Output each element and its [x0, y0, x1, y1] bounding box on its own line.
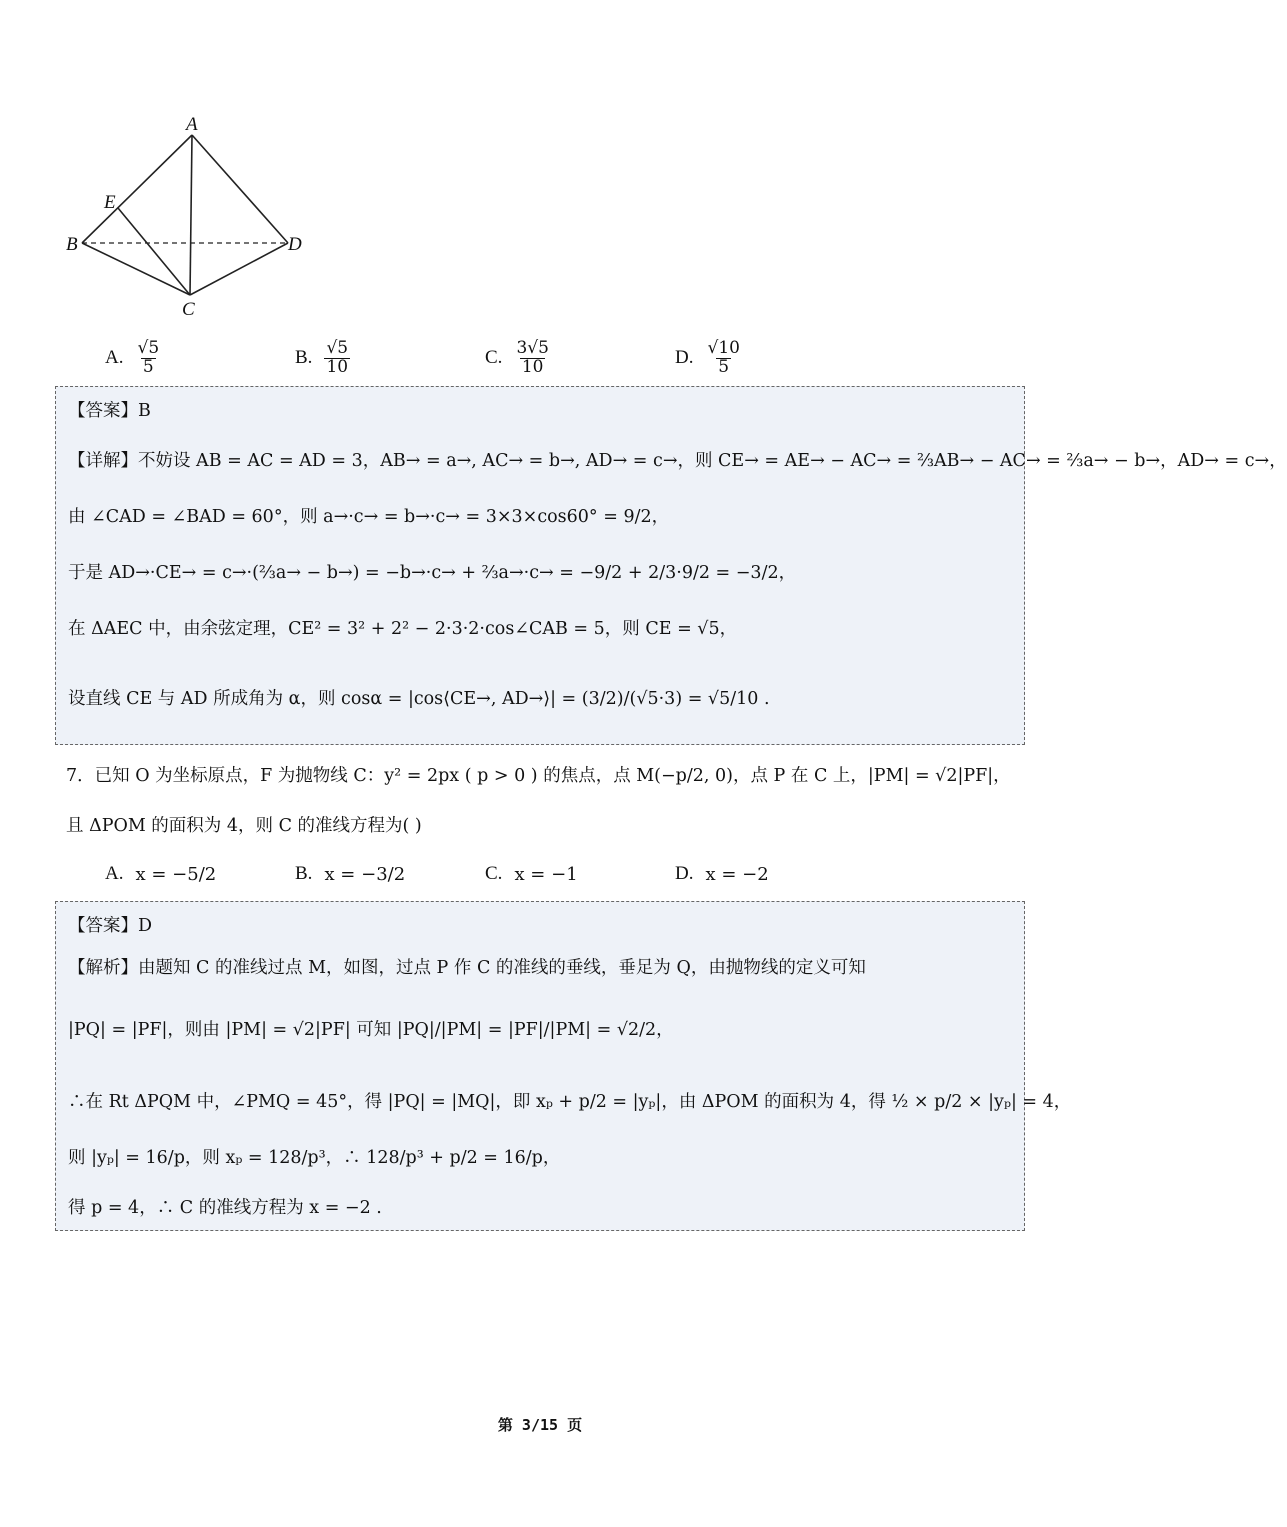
q7-options [105, 852, 1005, 896]
q6-solution-line-5: 设直线 CE 与 AD 所成角为 α，则 cosα = |cos⟨CE→, AD→⟩| = (3/2)/(√5·3) = √5/10 . [68, 689, 770, 709]
label-e: E [104, 192, 116, 213]
q7-option-d-text: x = −2 [705, 863, 769, 885]
q6-option-d-fraction [705, 337, 741, 377]
page-number: 第 3/15 页 [497, 1416, 583, 1434]
q6-solution-box [55, 386, 1287, 745]
q7-option-b-text: x = −3/2 [324, 863, 406, 885]
q7-stem-line-2: 且 ΔPOM 的面积为 4，则 C 的准线方程为( ) [66, 816, 422, 836]
q6-options [105, 336, 1005, 380]
q7-solution-line-3: ∴在 Rt ΔPQM 中，∠PMQ = 45°，得 |PQ| = |MQ|，即 xₚ + p/2 = |yₚ|，由 ΔPOM 的面积为 4，得 ½ × p/2 × |yₚ| = 4， [68, 1092, 1072, 1112]
fraction-denominator: 10 [521, 356, 544, 377]
q6-solution-line-2: 由 ∠CAD = ∠BAD = 60°，则 a→·c→ = b→·c→ = 3×3×cos60° = 9/2， [68, 507, 670, 527]
q7-solution-line-2: |PQ| = |PF|，则由 |PM| = √2|PF| 可知 |PQ|/|PM| = |PF|/|PM| = √2/2， [68, 1020, 674, 1040]
q7-option-c-text: x = −1 [514, 863, 578, 885]
q6-solution-line-4: 在 ΔAEC 中，由余弦定理，CE² = 3² + 2² − 2·3·2·cos∠CAB = 5，则 CE = √5， [68, 619, 738, 639]
q7-option-a-text: x = −5/2 [135, 863, 217, 885]
q7-solution-line-4: 则 |yₚ| = 16/p，则 xₚ = 128/p³，∴ 128/p³ + p/2 = 16/p， [68, 1148, 561, 1168]
label-c: C [182, 299, 195, 320]
q7-solution-line-1: 【解析】由题知 C 的准线过点 M，如图，过点 P 作 C 的准线的垂线，垂足为 Q，由抛物线的定义可知 [68, 958, 866, 978]
option-letter: C. [485, 347, 503, 368]
fraction-numerator: √5 [326, 337, 349, 358]
fraction-numerator: 3√5 [516, 337, 549, 358]
q7-solution-box [55, 901, 1072, 1231]
q6-option-d [675, 336, 742, 380]
fraction-numerator: √5 [137, 337, 160, 358]
fraction-numerator: √10 [707, 337, 740, 358]
label-b: B [66, 234, 78, 255]
option-letter: B. [295, 347, 313, 368]
fraction-denominator: 10 [326, 356, 349, 377]
q7-option-d [675, 852, 769, 896]
option-letter: B. [295, 863, 313, 884]
q6-option-c-fraction [514, 337, 550, 377]
label-a: A [186, 114, 198, 135]
q6-option-b-fraction [324, 337, 350, 377]
q6-option-c [485, 336, 551, 380]
q7-answer: 【答案】D [68, 916, 153, 936]
q6-option-a [105, 336, 161, 380]
q6-solution-line-3: 于是 AD→·CE→ = c→·(⅔a→ − b→) = −b→·c→ + ⅔a→·c→ = −9/2 + 2/3·9/2 = −3/2， [68, 563, 797, 583]
tetrahedron-figure [60, 110, 320, 320]
q6-answer: 【答案】B [68, 401, 151, 421]
q6-option-a-fraction [135, 337, 161, 377]
option-letter: C. [485, 863, 503, 884]
option-letter: A. [105, 863, 124, 884]
q7-stem-line-1: 7．已知 O 为坐标原点，F 为抛物线 C：y² = 2px ( p > 0 ) 的焦点，点 M(−p/2, 0)，点 P 在 C 上，|PM| = √2|PF|， [66, 766, 1011, 786]
q7-option-a [105, 852, 216, 896]
fraction-denominator: 5 [718, 356, 730, 377]
label-d: D [288, 234, 302, 255]
q6-solution-line-1: 【详解】不妨设 AB = AC = AD = 3，AB→ = a→, AC→ = b→, AD→ = c→，则 CE→ = AE→ − AC→ = ⅔AB→ − AC→ = ⅔a→ − b→，AD→ = c→， [68, 451, 1287, 471]
q7-option-b [295, 852, 405, 896]
option-letter: D. [675, 347, 694, 368]
q6-option-b [295, 336, 350, 380]
option-letter: A. [105, 347, 124, 368]
q7-solution-line-5: 得 p = 4，∴ C 的准线方程为 x = −2 . [68, 1198, 382, 1218]
q7-option-c [485, 852, 578, 896]
option-letter: D. [675, 863, 694, 884]
fraction-denominator: 5 [142, 356, 154, 377]
